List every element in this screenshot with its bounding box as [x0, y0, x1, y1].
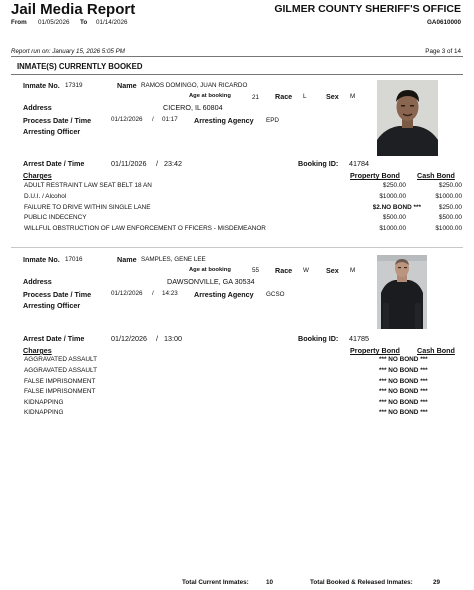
booking-id: 41785: [349, 334, 369, 343]
charge-row: [24, 204, 462, 214]
report-title: Jail Media Report: [11, 1, 136, 18]
process-date: 01/12/2026: [111, 290, 143, 297]
total-current-value: 10: [266, 579, 274, 586]
arrest-date-label: Arrest Date / Time: [23, 159, 85, 168]
charge-name: ADULT RESTRAINT LAW SEAT BELT 18 AN: [24, 182, 152, 189]
from-date: 01/05/2026: [38, 19, 70, 26]
charge-name: FALSE IMPRISONMENT: [24, 378, 96, 385]
race-value: W: [303, 267, 309, 274]
age-label: Age at booking: [189, 267, 231, 273]
arrest-time: 23:42: [164, 159, 182, 168]
charges-header: Charges: [23, 171, 52, 180]
charge-name: AGGRAVATED ASSAULT: [24, 367, 98, 374]
age-value: 21: [252, 94, 260, 101]
property-bond-header: Property Bond: [350, 171, 400, 180]
age-label: Age at booking: [189, 93, 231, 99]
mugshot-image: [377, 255, 427, 329]
charge-row: [24, 182, 462, 192]
charge-name: KIDNAPPING: [24, 399, 64, 406]
charge-row: [24, 378, 462, 388]
arresting-agency: EPD: [266, 117, 279, 124]
property-bond-header: Property Bond: [350, 346, 400, 355]
inmate-name: SAMPLES, GENE LEE: [141, 256, 206, 263]
inmate-no: 17016: [65, 256, 83, 263]
no-bond: *** NO BOND ***: [379, 367, 428, 374]
inmate-no-label: Inmate No.: [23, 81, 60, 90]
section-rule-bottom: [11, 74, 463, 75]
age-value: 55: [252, 267, 260, 274]
address-city: DAWSONVILLE, GA 30534: [167, 277, 255, 286]
cash-bond: $250.00: [438, 182, 462, 189]
process-date-label: Process Date / Time: [23, 290, 92, 299]
charges-header: Charges: [23, 346, 52, 355]
section-title: INMATE(S) CURRENTLY BOOKED: [17, 62, 143, 71]
to-date: 01/14/2026: [96, 19, 128, 26]
total-booked-label: Total Booked & Released Inmates:: [310, 579, 413, 586]
charge-row: [24, 214, 462, 224]
arrest-date: 01/11/2026: [111, 159, 147, 168]
charge-name: D.U.I. / Alcohol: [24, 193, 67, 200]
booking-id-label: Booking ID:: [298, 159, 339, 168]
process-slash: /: [152, 290, 154, 297]
charge-row: [24, 399, 462, 409]
section-rule-top: [11, 56, 463, 57]
booking-id: 41784: [349, 159, 369, 168]
arresting-agency: GCSO: [266, 291, 285, 298]
mugshot-photo: [377, 80, 438, 156]
sex-label: Sex: [326, 266, 339, 275]
cash-bond: $1000.00: [435, 225, 462, 232]
charge-name: PUBLIC INDECENCY: [24, 214, 87, 221]
charge-name: FAILURE TO DRIVE WITHIN SINGLE LANE: [24, 204, 151, 211]
charge-name: FALSE IMPRISONMENT: [24, 388, 96, 395]
no-bond: *** NO BOND ***: [379, 399, 428, 406]
arrest-date: 01/12/2026: [111, 334, 147, 343]
agency-code: GA0610000: [427, 19, 461, 26]
property-bond: $2.NO BOND ***: [372, 204, 421, 211]
property-bond: $1000.00: [379, 193, 406, 200]
record-divider: [11, 247, 463, 248]
race-label: Race: [275, 92, 293, 101]
inmate-no: 17319: [65, 82, 83, 89]
no-bond: *** NO BOND ***: [379, 356, 428, 363]
mugshot-image: [377, 80, 438, 156]
name-label: Name: [117, 81, 137, 90]
no-bond: *** NO BOND ***: [379, 378, 428, 385]
page-number: Page 3 of 14: [425, 48, 461, 55]
address-label: Address: [23, 103, 52, 112]
sex-value: M: [350, 93, 356, 100]
cash-bond: $1000.00: [435, 193, 462, 200]
address-label: Address: [23, 277, 52, 286]
property-bond: $250.00: [382, 182, 406, 189]
no-bond: *** NO BOND ***: [379, 409, 428, 416]
charge-name: WILLFUL OBSTRUCTION OF LAW ENFORCEMENT O FFICERS - MISDEMEANOR: [24, 225, 266, 232]
address-city: CICERO, IL 60804: [163, 103, 223, 112]
arresting-officer-label: Arresting Officer: [23, 301, 81, 310]
inmate-no-label: Inmate No.: [23, 255, 60, 264]
agency-name: GILMER COUNTY SHERIFF'S OFFICE: [274, 3, 461, 15]
process-time: 14:23: [162, 290, 178, 297]
no-bond: *** NO BOND ***: [379, 388, 428, 395]
charge-row: [24, 388, 462, 398]
total-current-label: Total Current Inmates:: [182, 579, 249, 586]
arrest-slash: /: [156, 334, 158, 343]
name-label: Name: [117, 255, 137, 264]
total-booked-value: 29: [433, 579, 441, 586]
process-slash: /: [152, 116, 154, 123]
arrest-date-label: Arrest Date / Time: [23, 334, 85, 343]
arresting-officer-label: Arresting Officer: [23, 127, 81, 136]
run-on: Report run on: January 15, 2026 5:05 PM: [11, 48, 125, 55]
arrest-time: 13:00: [164, 334, 182, 343]
to-label: To: [80, 19, 88, 26]
property-bond: $1000.00: [379, 225, 406, 232]
property-bond: $500.00: [382, 214, 406, 221]
mugshot-photo: [377, 255, 427, 329]
charge-row: [24, 356, 462, 366]
charge-row: [24, 367, 462, 377]
inmate-name: RAMOS DOMINGO, JUAN RICARDO: [141, 82, 248, 89]
process-time: 01:17: [162, 116, 178, 123]
race-value: L: [303, 93, 307, 100]
arresting-agency-label: Arresting Agency: [194, 116, 254, 125]
sex-label: Sex: [326, 92, 339, 101]
arresting-agency-label: Arresting Agency: [194, 290, 254, 299]
cash-bond-header: Cash Bond: [417, 171, 455, 180]
process-date-label: Process Date / Time: [23, 116, 92, 125]
arrest-slash: /: [156, 159, 158, 168]
charge-row: [24, 409, 462, 419]
charge-row: [24, 193, 462, 203]
charge-row: [24, 225, 462, 235]
sex-value: M: [350, 267, 356, 274]
cash-bond-header: Cash Bond: [417, 346, 455, 355]
charge-name: AGGRAVATED ASSAULT: [24, 356, 98, 363]
cash-bond: $500.00: [438, 214, 462, 221]
race-label: Race: [275, 266, 293, 275]
charge-name: KIDNAPPING: [24, 409, 64, 416]
from-label: From: [11, 19, 27, 26]
cash-bond: $250.00: [438, 204, 462, 211]
booking-id-label: Booking ID:: [298, 334, 339, 343]
process-date: 01/12/2026: [111, 116, 143, 123]
